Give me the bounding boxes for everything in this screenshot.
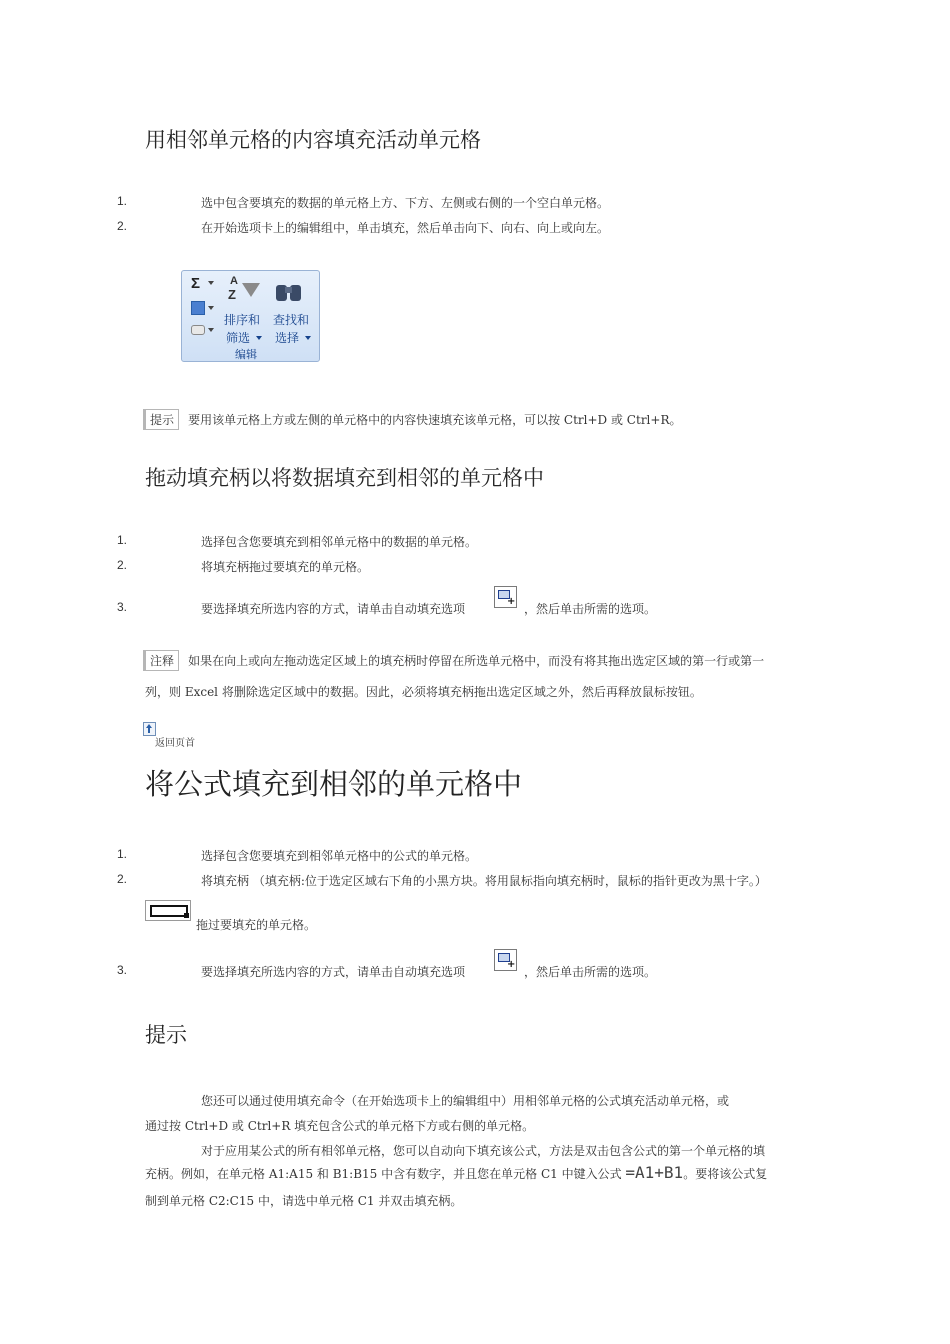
ribbon-edit-group: [181, 270, 320, 362]
tip-row: [143, 409, 681, 430]
formula-text: =A1+B1: [625, 1163, 684, 1182]
chevron-down-icon: [305, 336, 311, 340]
chevron-down-icon: [256, 336, 262, 340]
sort-filter-label[interactable]: 排序和: [224, 313, 261, 327]
sort-filter-icon[interactable]: A Z: [224, 277, 262, 305]
find-select-label[interactable]: 查找和: [273, 313, 310, 327]
binoculars-icon[interactable]: [274, 277, 304, 305]
step-number: 2.: [117, 558, 128, 572]
step-text: 要选择填充所选内容的方式，请单击自动填充选项: [201, 602, 466, 616]
step-text: 将填充柄 （填充柄:位于选定区域右下角的小黑方块。将用鼠标指向填充柄时，鼠标的指针更改为黑十字。）: [201, 874, 767, 888]
note-text: 列，则 Excel 将删除选定区域中的数据。因此，必须将填充柄拖出选定区域之外，然后再释放鼠标按钮。: [145, 685, 702, 699]
autosum-icon[interactable]: Σ: [191, 275, 201, 292]
step-number: 3.: [117, 963, 128, 977]
step-number: 2.: [117, 872, 128, 886]
step-text: 选中包含要填充的数据的单元格上方、下方、左侧或右侧的一个空白单元格。: [201, 196, 610, 210]
section-heading: 用相邻单元格的内容填充活动单元格: [145, 128, 481, 152]
fill-down-icon[interactable]: [191, 301, 205, 315]
section-heading: 拖动填充柄以将数据填充到相邻的单元格中: [145, 466, 544, 490]
step-text: ，然后单击所需的选项。: [524, 965, 657, 979]
chevron-down-icon: [208, 281, 214, 285]
step-text: 要选择填充所选内容的方式，请单击自动填充选项: [201, 965, 466, 979]
paragraph-text: 制到单元格 C2:C15 中，请选中单元格 C1 并双击填充柄。: [145, 1194, 463, 1208]
step-number: 2.: [117, 219, 128, 233]
step-text: ，然后单击所需的选项。: [524, 602, 657, 616]
step-number: 3.: [117, 600, 128, 614]
section-heading: 提示: [145, 1023, 187, 1047]
step-text: 将填充柄拖过要填充的单元格。: [201, 560, 370, 574]
fill-handle-image: [145, 900, 191, 921]
eraser-icon[interactable]: [191, 325, 205, 335]
note-row: [143, 650, 764, 671]
paragraph-text: 您还可以通过使用填充命令（在开始选项卡上的编辑组中）用相邻单元格的公式填充活动单元格，或: [201, 1094, 730, 1108]
note-badge: 注释: [143, 650, 179, 671]
step-number: 1.: [117, 194, 128, 208]
step-text: 选择包含您要填充到相邻单元格中的数据的单元格。: [201, 535, 478, 549]
paragraph-text: 通过按 Ctrl+D 或 Ctrl+R 填充包含公式的单元格下方或右侧的单元格。: [145, 1119, 535, 1133]
note-text: 如果在向上或向左拖动选定区域上的填充柄时停留在所选单元格中，而没有将其拖出选定区域的第一行或第一: [188, 654, 765, 668]
step-number: 1.: [117, 533, 128, 547]
autofill-options-icon[interactable]: +: [494, 949, 517, 971]
step-text: 在开始选项卡上的编辑组中，单击填充，然后单击向下、向右、向上或向左。: [201, 221, 610, 235]
tip-text: 要用该单元格上方或左侧的单元格中的内容快速填充该单元格，可以按 Ctrl+D 或 Ctrl+R。: [188, 413, 682, 427]
section-heading: 将公式填充到相邻的单元格中: [145, 767, 523, 801]
tip-badge: 提示: [143, 409, 179, 430]
chevron-down-icon: [208, 306, 214, 310]
chevron-down-icon: [208, 328, 214, 332]
step-number: 1.: [117, 847, 128, 861]
autofill-options-icon[interactable]: +: [494, 586, 517, 608]
group-label: 编辑: [235, 349, 257, 361]
step-text: 拖过要填充的单元格。: [196, 918, 317, 932]
paragraph-text: 充柄。例如，在单元格 A1:A15 和 B1:B15 中含有数字，并且您在单元格 C1 中键入公式 =A1+B1。要将该公式复: [145, 1163, 768, 1182]
step-text: 选择包含您要填充到相邻单元格中的公式的单元格。: [201, 849, 478, 863]
find-select-label[interactable]: 选择: [275, 331, 300, 345]
sort-filter-label[interactable]: 筛选: [226, 331, 251, 345]
back-to-top-link[interactable]: 返回页首: [155, 738, 195, 749]
paragraph-text: 对于应用某公式的所有相邻单元格，您可以自动向下填充该公式，方法是双击包含公式的第一个单元格的填: [201, 1144, 766, 1158]
